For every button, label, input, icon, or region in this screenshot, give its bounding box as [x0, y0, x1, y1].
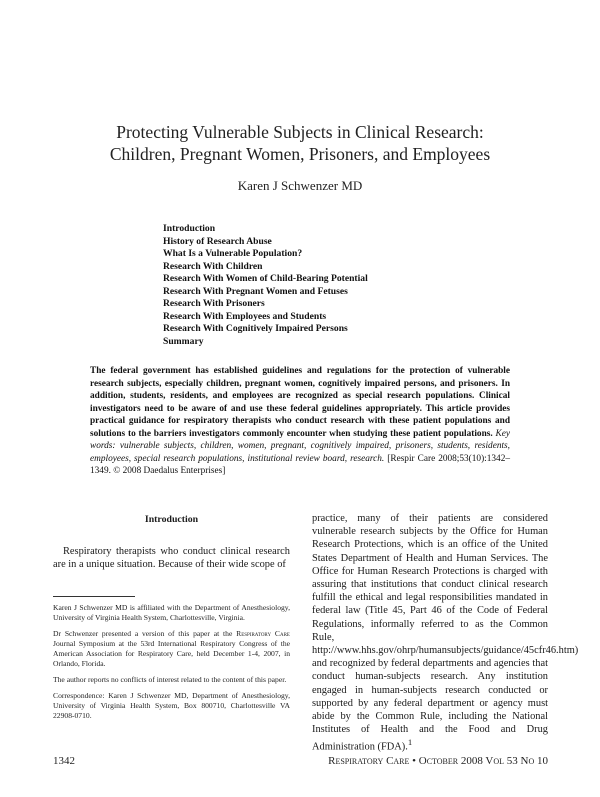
outline-item: History of Research Abuse	[163, 235, 272, 247]
journal-issue: Respiratory Care • October 2008 Vol 53 No 10	[328, 755, 548, 767]
outline-item: Summary	[163, 335, 204, 347]
outline-item: Introduction	[163, 223, 216, 234]
footnote-presentation-post: Journal Symposium at the 53rd International Respiratory Congress of the American Association for Respiratory Care, held December 1-4, 2007, in Orlando, Florida.	[53, 639, 290, 668]
footnote-conflicts: The author reports no conflicts of interest related to the content of this paper.	[53, 674, 287, 684]
article-outline	[163, 223, 368, 348]
footnote-divider	[53, 596, 135, 597]
abstract-text: The federal government has established guidelines and regulations for the protection of vulnerable research subjects, especially children, pregnant women, cognitively impaired persons, and prisoners. In addition, students, residents, and employees are recognized as special research populations. Clinical investigators need to be aware of and use these federal guidelines appropriately. This article provides practical guidance for respiratory therapists who conduct research with these patient populations and solutions to the barriers investigators commonly encounter when studying these patient populations.	[90, 366, 510, 439]
article-title	[0, 121, 600, 165]
body-paragraph	[312, 512, 579, 754]
page-number: 1342	[53, 755, 75, 767]
citation: [Respir Care 2008;53(10):1342–1349. © 2008 Daedalus Enterprises]	[90, 453, 510, 476]
author-name: Karen J Schwenzer MD	[237, 178, 363, 193]
title-line-2: Children, Pregnant Women, Prisoners, and Employees	[109, 144, 491, 164]
outline-item: What Is a Vulnerable Population?	[163, 248, 303, 259]
body-paragraph-text: practice, many of their patients are considered vulnerable research subjects by the Office for Human Research Protections, which is an office of the United States Department of Health and Human Services. The Office for Human Research Protections is charged with assuring that institutions that conduct clinical research fulfill the ethical and legal responsibilities mandated in federal law (Title 45, Part 46 of the Code of Federal Regulations, informally referred to as the Common Rule, http://www.hhs.gov/ohrp/humansubjects/guidance/45cfr46.htm) and recognized by federal departments and agencies that conduct human-subjects research. Any institution engaged in human-subjects research conducted or supported by any federal department or agency must abide by the Common Rule, including the National Institutes of Health and the Food and Drug Administration (FDA).	[312, 513, 579, 753]
section-heading: Introduction	[144, 514, 199, 525]
keywords-label: Key words:	[90, 428, 510, 451]
right-column	[312, 512, 579, 754]
outline-item: Research With Prisoners	[163, 298, 265, 309]
reference-superscript: 1	[407, 737, 413, 748]
outline-item: Research With Employees and Students	[163, 310, 327, 322]
outline-item: Research With Cognitively Impaired Persons	[163, 323, 348, 334]
abstract	[90, 365, 510, 478]
footnote-correspondence: Correspondence: Karen J Schwenzer MD, Department of Anesthesiology, University of Virginia Health System, Box 800710, Charlottesville VA 22908-0710.	[53, 690, 290, 720]
journal-name-smallcaps: Respiratory Care	[236, 629, 290, 639]
keywords-text: vulnerable subjects, children, women, pregnant, cognitively impaired, prisoners, students, residents, employees, special research populations, institutional review board, research.	[90, 441, 510, 464]
footnote-presentation-pre: Dr Schwenzer presented a version of this paper at the	[53, 629, 237, 639]
footnote-presentation	[53, 629, 290, 669]
outline-item: Research With Pregnant Women and Fetuses	[163, 285, 348, 297]
outline-item: Research With Women of Child-Bearing Potential	[163, 273, 368, 284]
left-column	[53, 512, 290, 726]
footnote-affiliation: Karen J Schwenzer MD is affiliated with the Department of Anesthesiology, University of Virginia Health System, Charlottesville, Virginia.	[53, 603, 290, 623]
title-line-1: Protecting Vulnerable Subjects in Clinical Research:	[116, 122, 484, 142]
outline-item: Research With Children	[163, 260, 263, 272]
body-paragraph: Respiratory therapists who conduct clinical research are in a unique situation. Because of their wide scope of	[53, 546, 290, 571]
